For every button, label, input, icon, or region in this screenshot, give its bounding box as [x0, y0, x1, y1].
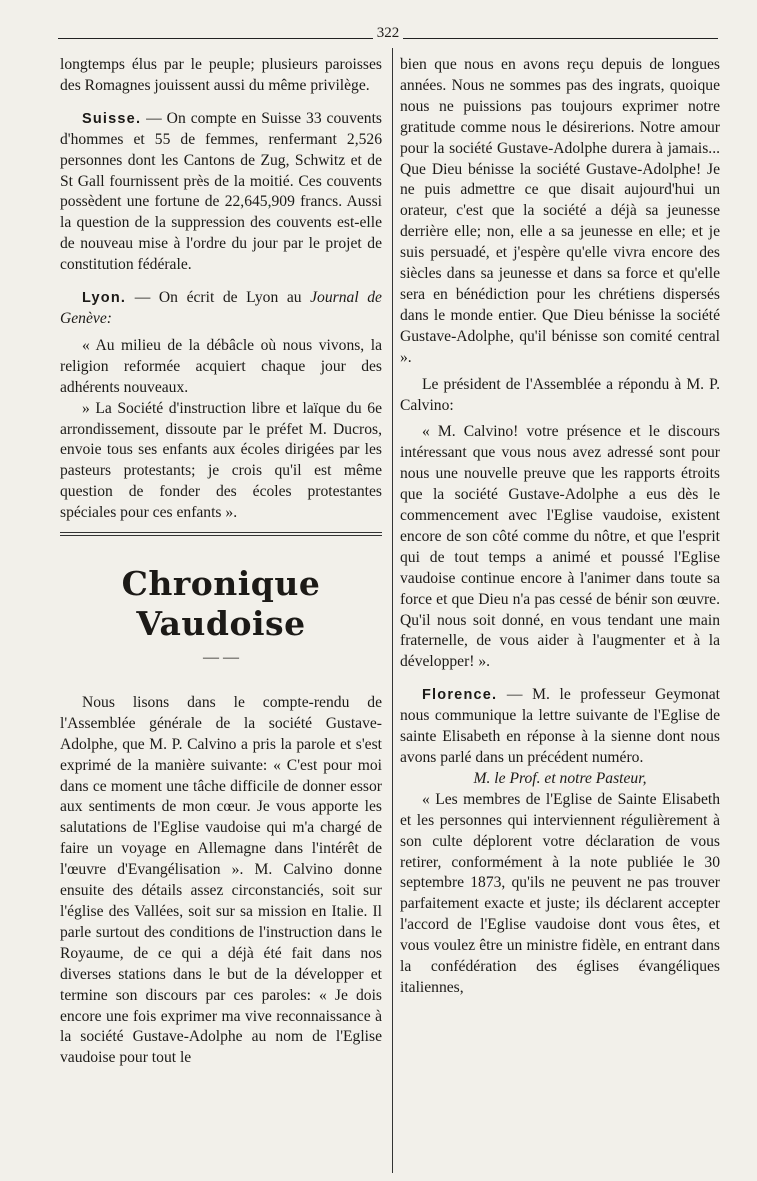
lyon-text: — On écrit de Lyon au: [134, 289, 302, 307]
lyon-quote-1: « Au milieu de la débâcle où nous vivons, la religion reformée acquiert chaque jour des adhérents nouveaux.: [60, 336, 382, 396]
section-separator: [60, 532, 382, 536]
lyon-journal: Journal de Genève:: [60, 289, 382, 327]
letter-text: « Les membres de l'Eglise de Sainte Elisabeth et les personnes qui interviennent régulièrement à son culte déplorent votre déclaration de vous retirer, conformément à la note publiée le 30 septembre 1873, qu'ils ne peuvent ne pas trouver parfaitement exacte et juste; ils déclarent accepter l'accord de l'Eglise vaudoise dont vous êtes, et vous voulez être un ministre fidèle, en entrant dans la confédération des églises évangéliques italiennes,: [400, 790, 720, 996]
florence-heading: Florence.: [422, 687, 498, 704]
chronique-title: Chronique Vaudoise: [121, 564, 321, 644]
suisse-text: — On compte en Suisse 33 couvents d'hommes et 55 de femmes, renfermant 2,526 personnes dont les Cantons de Zug, Schwitz et de St Gall fournissent près de la moitié. Ces couvents possèdent une fortune de 22,645,909 francs. Aussi la question de la suppression des couvents est-elle de nouveau mise à l'ordre du jour par le projet de constitution fédérale.: [60, 109, 382, 274]
chronique-text: Nous lisons dans le compte-rendu de l'Assemblée générale de la société Gustave-Adolphe, que M. P. Calvino a pris la parole et s'est exprimé de la manière suivante: « C'est pour moi dans ce moment une tâche difficile de donner essor aux sentiments de mon cœur. Je vous apporte les salutations de l'Eglise vaudoise qui m'a chargé de faire un voyage en Allemagne dans l'intérêt de l'œuvre d'Evangélisation ». M. Calvino donne ensuite des détails assez circonstanciés, soit sur l'église des Vallées, soit sur sa mission en Italie. Il parle surtout des conditions de l'instruction dans le Royaume, de ce qui a déjà été fait dans nos diverses stations dans le but de la développer et termine son discours par ces paroles: « Je dois encore une fois exprimer ma vive reconnaissance à la société Gustave-Adolphe au nom de l'Eglise vaudoise pour tout le: [60, 693, 382, 1067]
right-column: [400, 55, 720, 999]
president-paragraph: Le président de l'Assemblée a répondu à M. P. Calvino:: [400, 375, 720, 414]
letter-salutation: M. le Prof. et notre Pasteur,: [473, 769, 647, 787]
intro-paragraph: longtemps élus par le peuple; plusieurs paroisses des Romagnes jouissent aussi du même privilège.: [60, 56, 382, 94]
title-dash: — —: [203, 649, 239, 667]
florence-text: — M. le professeur Geymonat nous communique la lettre suivante de l'Eglise de sainte Elisabeth en réponse à la sienne dont nous avons parlé dans un précédent numéro.: [400, 686, 720, 766]
florence-article: [400, 685, 720, 769]
continuation-paragraph: bien que nous en avons reçu depuis de longues années. Nous ne sommes pas des ingrats, quoique nous ne puissions pas toujours exprimer notre gratitude comme nous le désirerions. Notre amour pour la société Gustave-Adolphe durera à jamais... Que Dieu bénisse la société Gustave-Adolphe! Je ne puis admettre ce que disait aujourd'hui un orateur, c'est que la société a déjà sa jeunesse derrière elle; non, elle a sa jeunesse en elle; et je suis persuadé, et j'espère qu'elle vivra encore des siècles dans sa jeunesse et dans sa force et qu'elle sera en bénédiction pour les chrétiens dispersés dans le monde entier. Que Dieu bénisse la société Gustave-Adolphe, qu'il bénisse son comité central ».: [400, 56, 720, 366]
lyon-heading: Lyon.: [82, 290, 127, 307]
left-column: [60, 55, 382, 1069]
suisse-heading: Suisse.: [82, 110, 142, 127]
page-header: [58, 24, 718, 44]
suisse-article: [60, 109, 382, 276]
reply-paragraph: « M. Calvino! votre présence et le discours intéressant que vous nous avez adressé sont pour nous une nouvelle preuve que les rapports étroits que la société Gustave-Adolphe a eus dès le commencement avec l'Eglise vaudoise, existent encore de son côté comme du nôtre, et que l'esprit qui de tout temps a animé et poussé l'Eglise vaudoise continue encore à l'animer dans toute sa force et que Dieu n'a pas cessé de bénir son œuvre. Qu'il nous soit donné, en vous tendant une main fraternelle, de vous aider à l'augmenter et à la développer! ».: [400, 423, 720, 671]
lyon-article: [60, 288, 382, 330]
lyon-quote-2: » La Société d'instruction libre et laïque du 6e arrondissement, dissoute par le préfet M. Ducros, envoie tous ses enfants aux écoles dirigées par les pasteurs protestants; je crois qu'il est même question de fonder des écoles protestantes spéciales pour ces enfants ».: [60, 399, 382, 522]
column-divider: [392, 48, 393, 1173]
page-number: 322: [373, 25, 404, 41]
